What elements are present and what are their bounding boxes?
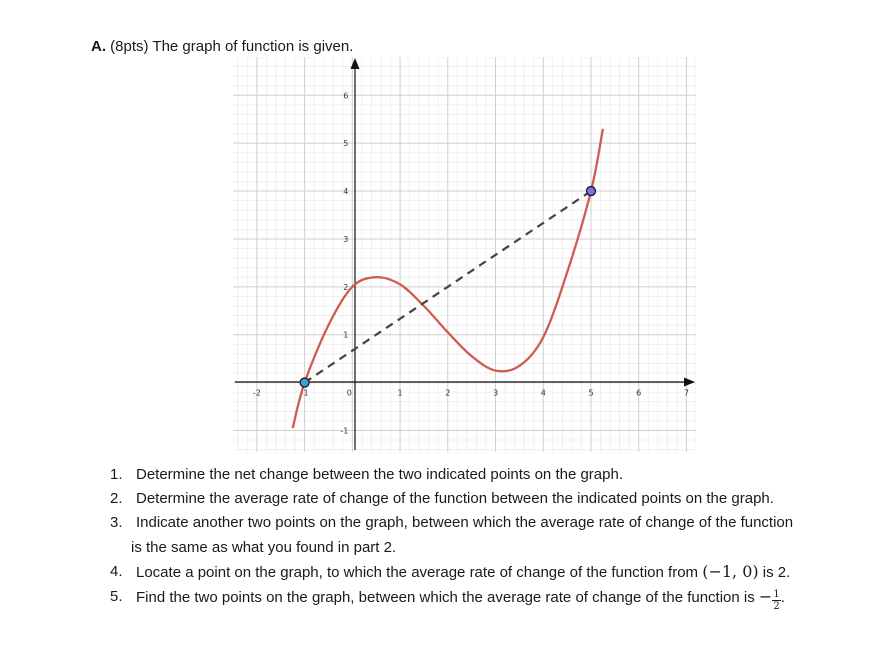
x-tick-label: 3 bbox=[492, 388, 499, 398]
fraction-denominator: 2 bbox=[773, 601, 780, 613]
x-tick-label: -2 bbox=[252, 388, 261, 398]
question-text: Locate a point on the graph, to which the average rate of change of the function from bbox=[136, 563, 703, 581]
question-text: Find the two points on the graph, between which the average rate of change of the function is bbox=[136, 589, 759, 607]
x-tick-label: 7 bbox=[683, 388, 690, 398]
fraction-numerator: 1 bbox=[773, 589, 780, 601]
x-tick-label: 0 bbox=[346, 388, 352, 398]
y-tick-label: 5 bbox=[343, 139, 349, 149]
fraction-one-half bbox=[772, 589, 780, 612]
y-tick-label: -1 bbox=[340, 426, 349, 436]
x-tick-label: 1 bbox=[397, 388, 403, 398]
x-tick-label: 6 bbox=[636, 388, 642, 398]
question-3 bbox=[110, 511, 850, 535]
question-3-continuation bbox=[110, 536, 850, 560]
marked-point bbox=[586, 187, 595, 196]
question-2 bbox=[110, 487, 850, 511]
marked-point bbox=[300, 378, 309, 387]
question-number: 2. bbox=[110, 490, 123, 508]
problem-label: A. bbox=[91, 38, 106, 55]
x-tick-labels bbox=[253, 389, 689, 398]
x-tick-label: 2 bbox=[445, 388, 451, 398]
y-tick-label: 4 bbox=[343, 187, 349, 197]
y-tick-label: 6 bbox=[343, 91, 349, 101]
question-number: 5. bbox=[110, 588, 123, 606]
question-1 bbox=[110, 463, 850, 487]
question-5 bbox=[110, 585, 850, 612]
question-number: 4. bbox=[110, 562, 123, 580]
problem-heading bbox=[91, 38, 353, 55]
x-tick-label: 4 bbox=[540, 388, 546, 398]
x-tick-label: -1 bbox=[300, 388, 309, 398]
question-number: 3. bbox=[110, 514, 123, 532]
x-tick-label: 5 bbox=[588, 388, 594, 398]
question-number: 1. bbox=[110, 466, 123, 483]
minus-sign: − bbox=[758, 587, 773, 607]
function-graph bbox=[233, 57, 696, 452]
question-text-end: . bbox=[780, 589, 785, 607]
question-list bbox=[110, 463, 850, 612]
question-text: Indicate another two points on the graph, between which the average rate of change of the function bbox=[136, 514, 794, 532]
question-text: Determine the average rate of change of the function between the indicated points on the graph. bbox=[136, 490, 774, 508]
point-notation: (−1, 0) bbox=[702, 561, 759, 581]
x-axis-arrow bbox=[684, 378, 695, 387]
y-tick-label: 1 bbox=[343, 330, 349, 340]
question-text: Determine the net change between the two indicated points on the graph. bbox=[136, 466, 623, 483]
question-text-continuation: is the same as what you found in part 2. bbox=[131, 538, 397, 556]
question-4 bbox=[110, 560, 850, 585]
problem-points: (8pts) bbox=[110, 38, 149, 55]
problem-statement: The graph of function is given. bbox=[152, 38, 354, 55]
y-tick-label: 3 bbox=[343, 234, 349, 244]
y-tick-label: 2 bbox=[343, 282, 349, 292]
question-text-end: is 2. bbox=[758, 563, 791, 581]
